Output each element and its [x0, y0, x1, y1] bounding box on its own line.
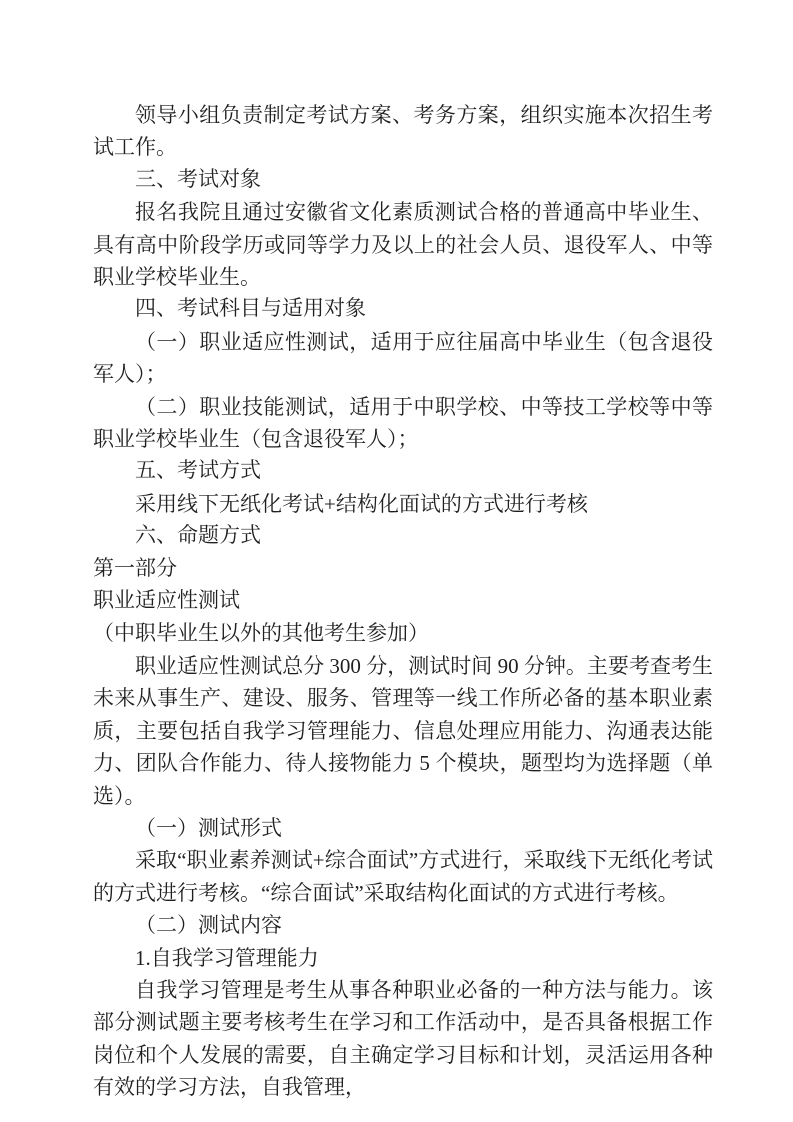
- section-heading-3: 三、考试对象: [135, 167, 261, 191]
- subsection-label-test-form: （一）测试形式: [135, 815, 282, 840]
- body-paragraph: （一）职业适应性测试，适用于应往届高中毕业生（包含退役军人）；: [93, 329, 713, 387]
- subsection-label-test-content: （二）测试内容: [135, 913, 282, 938]
- body-paragraph: 采用线下无纸化考试+结构化面试的方式进行考核: [135, 491, 588, 516]
- section-heading-5: 五、考试方式: [135, 459, 261, 483]
- body-paragraph: 职业适应性测试总分 300 分，测试时间 90 分钟。主要考查考生未来从事生产、建设、服务、管理等一线工作所必备的基本职业素质，主要包括自我学习管理能力、信息处理应用能力、沟通表达能力、团队合作能力、待人接物能力 5 个模块，题型均为选择题（单选）。: [93, 653, 713, 808]
- section-heading-6: 六、命题方式: [135, 524, 261, 548]
- body-paragraph: 采取“职业素养测试+综合面试”方式进行，采取线下无纸化考试的方式进行考核。“综合面试”采取结构化面试的方式进行考核。: [93, 848, 713, 905]
- body-paragraph: 自我学习管理是考生从事各种职业必备的一种方法与能力。该部分测试题主要考核考生在学习和工作活动中，是否具备根据工作岗位和个人发展的需要，自主确定学习目标和计划，灵活运用各种有效的学习方法，自我管理，: [93, 977, 713, 1100]
- section-heading-4: 四、考试科目与适用对象: [135, 297, 366, 321]
- body-paragraph: （二）职业技能测试，适用于中职学校、中等技工学校等中等职业学校毕业生（包含退役军人）；: [93, 394, 713, 452]
- body-paragraph: 领导小组负责制定考试方案、考务方案，组织实施本次招生考试工作。: [93, 103, 713, 160]
- part-one-subtitle: 职业适应性测试: [93, 589, 240, 613]
- body-paragraph: 报名我院且通过安徽省文化素质测试合格的普通高中毕业生、具有高中阶段学历或同等学力及以上的社会人员、退役军人、中等职业学校毕业生。: [93, 200, 713, 290]
- part-one-title: 第一部分: [93, 556, 177, 580]
- part-one-participants-note: （中职毕业生以外的其他考生参加）: [93, 621, 429, 645]
- list-item-1-self-learning: 1.自我学习管理能力: [135, 945, 319, 970]
